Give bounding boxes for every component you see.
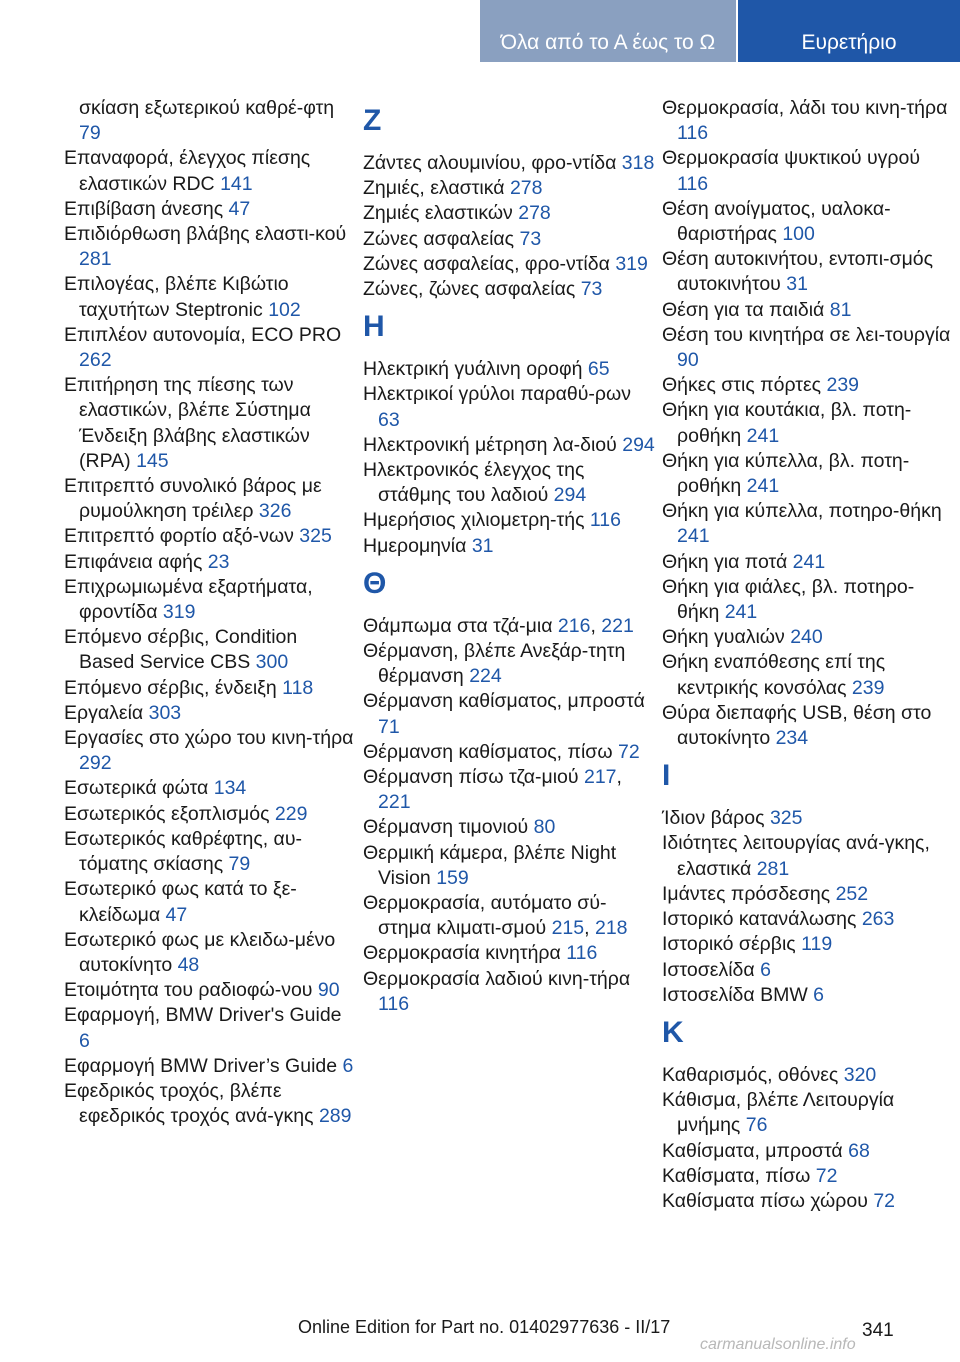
- page-link[interactable]: 76: [745, 1114, 768, 1137]
- index-entry: [662, 831, 954, 881]
- index-entry-text: Θήκη για κύπελλα, βλ. ποτη-ροθήκη: [662, 449, 910, 498]
- page-link[interactable]: 234: [775, 727, 809, 750]
- index-entry: [662, 650, 954, 700]
- index-entry-text: Εφαρμογή, BMW Driver's Guide: [64, 1004, 342, 1027]
- section-letter: H: [363, 310, 385, 344]
- index-entry: [662, 499, 954, 549]
- page-link[interactable]: 218: [594, 917, 628, 940]
- index-entry-text: Θέση για τα παιδιά: [662, 298, 830, 321]
- index-entry-text: Θέρμανση πίσω τζα-μιού: [363, 766, 584, 789]
- page-link[interactable]: 6: [813, 983, 825, 1006]
- index-entry: [64, 827, 356, 877]
- index-entry: [662, 882, 954, 907]
- index-entry-text: Ετοιμότητα του ραδιοφώ-νου: [64, 979, 318, 1002]
- index-entry: [363, 967, 655, 1017]
- index-entry: [64, 978, 356, 1003]
- page-link[interactable]: 224: [469, 665, 502, 688]
- index-entry: [662, 373, 954, 398]
- index-entry-text: Καθίσματα πίσω χώρου: [662, 1189, 874, 1212]
- page-link[interactable]: 319: [615, 252, 648, 275]
- page-link[interactable]: 318: [621, 152, 655, 174]
- index-entry-text: Ηλεκτρονική μέτρηση λα-διού: [363, 433, 623, 456]
- page-link[interactable]: 73: [519, 227, 542, 250]
- page-link[interactable]: 79: [228, 853, 251, 876]
- index-column-3: [662, 96, 954, 1214]
- index-entry-text: Καθαρισμός, οθόνες: [662, 1063, 844, 1086]
- index-entry-text: Ιστοσελίδα: [662, 958, 761, 981]
- index-entry-text: Επιχρωμιωμένα εξαρτήματα, φροντίδα: [64, 575, 313, 624]
- page-link[interactable]: 48: [177, 953, 200, 976]
- page-link[interactable]: 215: [551, 917, 585, 940]
- index-entry: [363, 508, 655, 533]
- index-entry: [363, 176, 655, 201]
- page-link[interactable]: 90: [677, 349, 699, 372]
- index-entry: [64, 575, 356, 625]
- index-entry-text: Ημερήσιος χιλιομετρη-τής: [363, 509, 590, 532]
- index-entry-text: Εσωτερικά φώτα: [64, 777, 214, 800]
- page-link[interactable]: 134: [213, 777, 247, 800]
- page-link[interactable]: 241: [792, 550, 826, 573]
- index-entry-text: Θύρα διεπαφής USB, θέση στο αυτοκίνητο: [662, 701, 932, 750]
- index-entry: [662, 983, 954, 1008]
- index-entry: [662, 1189, 954, 1214]
- page-link[interactable]: 326: [258, 500, 292, 523]
- index-entry-text: Εσωτερικό φως κατά το ξε-κλείδωμα: [64, 878, 297, 926]
- page-link[interactable]: 319: [162, 601, 196, 624]
- index-entry: [64, 550, 356, 575]
- page-link[interactable]: 216: [557, 614, 591, 637]
- index-entry: [64, 197, 356, 222]
- index-entry-text: Εσωτερικός καθρέφτης, αυ-τόματης σκίασης: [64, 827, 302, 876]
- index-entry-text: Θερμική κάμερα, βλέπε Night Vision: [363, 841, 617, 889]
- index-entry-text: Ζώνες ασφαλείας: [363, 227, 520, 250]
- page-link[interactable]: 116: [566, 942, 598, 965]
- index-entry: [662, 146, 954, 196]
- index-entry: [363, 941, 655, 966]
- index-entry: [662, 1088, 954, 1138]
- index-entry: [64, 373, 356, 474]
- page-link[interactable]: 6: [79, 1029, 90, 1052]
- page-link[interactable]: 239: [826, 374, 860, 397]
- page-link[interactable]: 116: [677, 172, 709, 195]
- page-link[interactable]: 31: [471, 534, 494, 557]
- index-entry: [64, 726, 356, 776]
- index-entry-text: Θέρμανση, βλέπε Ανεξάρ-τητη θέρμανση: [363, 640, 626, 688]
- index-entry: [662, 932, 954, 957]
- page-link[interactable]: 116: [677, 122, 709, 145]
- index-entry-text: Θερμοκρασία, αυτόματο σύ-στημα κλιματι-σμού: [363, 892, 607, 940]
- index-entry-text: Καθίσματα, πίσω: [662, 1164, 816, 1187]
- page-link[interactable]: 65: [587, 358, 610, 381]
- page-link[interactable]: 159: [436, 866, 469, 889]
- section-letter: K: [662, 1015, 684, 1049]
- page-link[interactable]: 241: [746, 475, 780, 498]
- tab-index[interactable]: Ευρετήριο: [738, 0, 960, 62]
- section-letter: Z: [363, 104, 382, 137]
- index-entry: [662, 806, 954, 831]
- page-link[interactable]: 263: [861, 908, 895, 931]
- index-entry-text: Θερμοκρασία, λάδι του κινη-τήρα: [662, 97, 948, 119]
- page-link[interactable]: 278: [509, 177, 543, 200]
- page-link[interactable]: 72: [815, 1164, 838, 1187]
- index-entry-text: Εσωτερικό φως με κλειδω-μένο αυτοκίνητο: [64, 928, 336, 976]
- index-entry: [363, 151, 655, 176]
- page-link[interactable]: 221: [378, 791, 411, 814]
- index-entry: [662, 1063, 954, 1088]
- index-entry-text: Εργαλεία: [64, 701, 149, 724]
- edition-footer: Online Edition for Part no. 01402977636 - II/17: [298, 1317, 671, 1337]
- index-entry: [64, 1003, 356, 1053]
- page-link[interactable]: 72: [873, 1189, 896, 1212]
- index-entry: [662, 1139, 954, 1164]
- page-link[interactable]: 221: [601, 614, 634, 637]
- index-entry: Θάμπωμα στα τζά-μια 216, 221: [363, 614, 634, 637]
- page-link[interactable]: 47: [165, 903, 188, 926]
- index-entry-text: Ζημιές, ελαστικά: [363, 177, 510, 200]
- index-entry-text: Επιβίβαση άνεσης: [64, 197, 229, 220]
- index-entry: [662, 550, 954, 575]
- index-entry-text: Επιδιόρθωση βλάβης ελαστι-κού: [64, 223, 347, 246]
- index-entry-text: Ηλεκτρονικός έλεγχος της στάθμης του λαδιού: [363, 459, 585, 507]
- index-entry: [662, 96, 954, 146]
- page-link[interactable]: 6: [342, 1054, 354, 1077]
- page-link[interactable]: 262: [79, 349, 112, 372]
- index-entry: [64, 701, 356, 726]
- index-entry-text: Θερμοκρασία λαδιού κινη-τήρα: [363, 967, 631, 990]
- index-entry-text: Ζάντες αλουμινίου, φρο-ντίδα: [363, 152, 622, 174]
- page-link[interactable]: 100: [782, 223, 815, 246]
- tab-all-a-to-z[interactable]: Όλα από το Α έως το Ω: [480, 0, 736, 62]
- page-link[interactable]: 72: [618, 740, 640, 763]
- page-link[interactable]: 325: [299, 525, 332, 548]
- page-link[interactable]: 252: [835, 882, 869, 905]
- index-entry-text: Ιστορικό σέρβις: [662, 933, 802, 956]
- index-entry-text: Επιτρεπτό συνολικό βάρος με ρυμούλκηση τρέιλερ: [64, 475, 322, 523]
- index-entry-text: Εργασίες στο χώρο του κινη-τήρα: [64, 727, 354, 750]
- index-entry-text: Επιφάνεια αφής: [64, 550, 208, 573]
- index-entry-text: Θήκη γυαλιών: [662, 626, 791, 649]
- index-entry: [64, 323, 356, 373]
- index-entry: [662, 398, 954, 448]
- index-entry: [363, 689, 655, 739]
- index-entry-text: Ίδιον βάρος: [662, 807, 770, 830]
- page-link[interactable]: 281: [79, 248, 112, 271]
- page-link[interactable]: 80: [533, 816, 556, 839]
- index-entry: [363, 639, 655, 689]
- page-link[interactable]: 320: [843, 1063, 877, 1086]
- page-link[interactable]: 47: [228, 197, 251, 220]
- page-link[interactable]: 68: [848, 1139, 870, 1162]
- index-entry-text: Θήκη για ποτά: [662, 550, 793, 573]
- index-entry-text: Επόμενο σέρβις, ένδειξη: [64, 676, 283, 699]
- index-entry-text: Ημερομηνία: [363, 534, 472, 557]
- index-entry-text: Επαναφορά, έλεγχος πίεσης ελαστικών RDC: [64, 147, 311, 195]
- index-entry: [64, 1054, 356, 1079]
- index-entry-text: Ζημιές ελαστικών: [363, 202, 519, 225]
- index-entry: [64, 625, 356, 675]
- index-entry: [662, 1164, 954, 1189]
- page-link[interactable]: 118: [282, 676, 314, 699]
- index-entry: [363, 740, 655, 765]
- index-entry-text: Ηλεκτρικοί γρύλοι παραθύ-ρων: [363, 383, 631, 406]
- page-link[interactable]: 325: [769, 807, 803, 830]
- index-entry-text: Ιστοσελίδα BMW: [662, 983, 814, 1006]
- index-entry: [662, 323, 954, 373]
- page-link[interactable]: 116: [378, 992, 410, 1015]
- index-entry-text: Ζώνες ασφαλείας, φρο-ντίδα: [363, 252, 616, 275]
- page-link[interactable]: 119: [801, 933, 833, 956]
- index-entry-text: Επιτήρηση της πίεσης των ελαστικών, βλέπε Σύστημα Ένδειξη βλάβης ελαστικών (RPA): [64, 374, 311, 472]
- index-entry: [64, 776, 356, 801]
- page-link[interactable]: 239: [851, 676, 885, 699]
- index-entry-text: Θερμοκρασία ψυκτικού υγρού: [662, 147, 921, 170]
- index-entry: [662, 907, 954, 932]
- index-entry: [363, 201, 655, 226]
- index-entry-text: Ηλεκτρική γυάλινη οροφή: [363, 358, 588, 381]
- index-entry: [363, 433, 655, 458]
- index-entry: [64, 272, 356, 322]
- page-link[interactable]: 141: [220, 172, 253, 195]
- page-link[interactable]: 102: [268, 298, 301, 321]
- page-link[interactable]: 145: [136, 449, 169, 472]
- index-entry-text: Θήκη για κύπελλα, ποτηρο-θήκη: [662, 500, 942, 523]
- index-entry: [363, 534, 655, 559]
- page-link[interactable]: 294: [622, 433, 655, 456]
- index-entry-text: Θάμπωμα στα τζά-μια: [363, 614, 558, 637]
- page-link[interactable]: 281: [756, 857, 790, 880]
- page-link[interactable]: 73: [580, 278, 603, 301]
- index-entry-text: Καθίσματα, μπροστά: [662, 1139, 849, 1162]
- page-link[interactable]: 6: [760, 958, 771, 981]
- index-entry: [64, 676, 356, 701]
- index-entry: [662, 958, 954, 983]
- page-link[interactable]: 300: [255, 651, 289, 674]
- index-entry-text: Θέση ανοίγματος, υαλοκα-θαριστήρας: [662, 197, 891, 246]
- index-entry: [363, 252, 655, 277]
- index-entry: [64, 146, 356, 196]
- index-entry-text: Θήκη για κουτάκια, βλ. ποτη-ροθήκη: [662, 399, 912, 447]
- index-entry: [662, 449, 954, 499]
- index-entry: [64, 1079, 356, 1129]
- top-nav-bar: [0, 0, 960, 62]
- page-link[interactable]: 294: [553, 484, 587, 507]
- index-entry: [363, 382, 655, 432]
- index-entry-text: Ιμάντες πρόσδεσης: [662, 882, 836, 905]
- index-entry: [64, 524, 356, 549]
- index-entry-text: Εφεδρικός τροχός, βλέπε εφεδρικός τροχός ανά-γκης: [64, 1079, 319, 1128]
- index-entry: [64, 877, 356, 927]
- page-link[interactable]: 303: [148, 701, 182, 724]
- page-link[interactable]: 229: [274, 802, 308, 825]
- index-entry-text: Εσωτερικός εξοπλισμός: [64, 802, 275, 825]
- section-letter: Θ: [363, 566, 387, 600]
- page-link[interactable]: 81: [829, 298, 852, 321]
- index-entry: [64, 474, 356, 524]
- index-entry: [363, 227, 655, 252]
- index-entry: [64, 222, 356, 272]
- page-link[interactable]: 23: [207, 550, 230, 573]
- index-entry-text: Θέση αυτοκινήτου, εντοπι-σμός αυτοκινήτου: [662, 248, 934, 296]
- index-entry-text: Επιτρεπτό φορτίο αξό-νων: [64, 525, 300, 548]
- index-entry: [64, 96, 356, 146]
- page-link[interactable]: 289: [318, 1105, 352, 1128]
- watermark: carmanualsonline.info: [700, 1336, 856, 1353]
- index-entry-text: Ιδιότητες λειτουργίας ανά-γκης, ελαστικά: [662, 832, 930, 880]
- index-entry: [64, 928, 356, 978]
- page-number: 341: [862, 1320, 894, 1341]
- page-link[interactable]: 79: [79, 122, 101, 145]
- index-entry-text: Θήκες στις πόρτες: [662, 374, 827, 397]
- page-link[interactable]: 90: [317, 979, 340, 1002]
- index-entry: [662, 625, 954, 650]
- index-entry-text: Επόμενο σέρβις, Condition Based Service CBS: [64, 626, 298, 674]
- index-entry: [363, 458, 655, 508]
- index-entry: [662, 197, 954, 247]
- index-entry: [363, 815, 655, 840]
- index-entry-text: Ζώνες, ζώνες ασφαλείας: [363, 278, 581, 301]
- page-link[interactable]: 31: [786, 273, 808, 296]
- page-link[interactable]: 278: [518, 202, 551, 225]
- index-entry-text: Ιστορικό κατανάλωσης: [662, 908, 862, 931]
- page-link[interactable]: 241: [724, 601, 758, 624]
- page-link[interactable]: 241: [677, 525, 710, 548]
- index-entry: [662, 298, 954, 323]
- page-link[interactable]: 217: [583, 766, 617, 789]
- page-link[interactable]: 241: [746, 424, 780, 447]
- index-entry-text: Θέρμανση τιμονιού: [363, 816, 534, 839]
- index-entry: Θερμοκρασία, αυτόματο σύ-στημα κλιματι-σμού 215, 218: [363, 892, 628, 940]
- page-link[interactable]: 240: [790, 626, 823, 649]
- index-entry: [662, 247, 954, 297]
- index-entry: [363, 841, 655, 891]
- index-entry-text: Εφαρμογή BMW Driver’s Guide: [64, 1054, 343, 1077]
- index-entry: [662, 701, 954, 751]
- index-entry-text: σκίαση εξωτερικού καθρέ-φτη: [79, 97, 335, 119]
- index-entry-text: Κάθισμα, βλέπε Λειτουργία μνήμης: [662, 1089, 895, 1137]
- index-entry-text: Θέση του κινητήρα σε λει-τουργία: [662, 323, 951, 346]
- index-entry-text: Θερμοκρασία κινητήρα: [363, 942, 567, 965]
- index-column-2: [363, 96, 655, 1017]
- index-entry-text: Θήκη εναπόθεσης επί της κεντρικής κονσόλας: [662, 651, 886, 699]
- index-entry-text: Θέρμανση καθίσματος, μπροστά: [363, 690, 645, 713]
- index-entry-text: Θήκη για φιάλες, βλ. ποτηρο-θήκη: [662, 575, 915, 624]
- index-entry-text: Επιπλέον αυτονομία, ECO PRO: [64, 323, 342, 346]
- index-column-1: [64, 96, 356, 1129]
- index-entry-text: Θέρμανση καθίσματος, πίσω: [363, 740, 618, 763]
- index-entry: [363, 357, 655, 382]
- index-entry: [662, 575, 954, 625]
- section-letter: I: [662, 759, 671, 793]
- page-link[interactable]: 71: [378, 715, 400, 738]
- index-entry: Θέρμανση πίσω τζα-μιού 217, 221: [363, 766, 622, 814]
- index-entry-text: Επιλογέας, βλέπε Κιβώτιο ταχυτήτων Steptronic: [64, 273, 289, 321]
- page-link[interactable]: 292: [79, 752, 112, 775]
- page-link[interactable]: 63: [378, 408, 400, 431]
- index-entry: [64, 802, 356, 827]
- index-entry: [363, 277, 655, 302]
- page-link[interactable]: 116: [589, 509, 621, 532]
